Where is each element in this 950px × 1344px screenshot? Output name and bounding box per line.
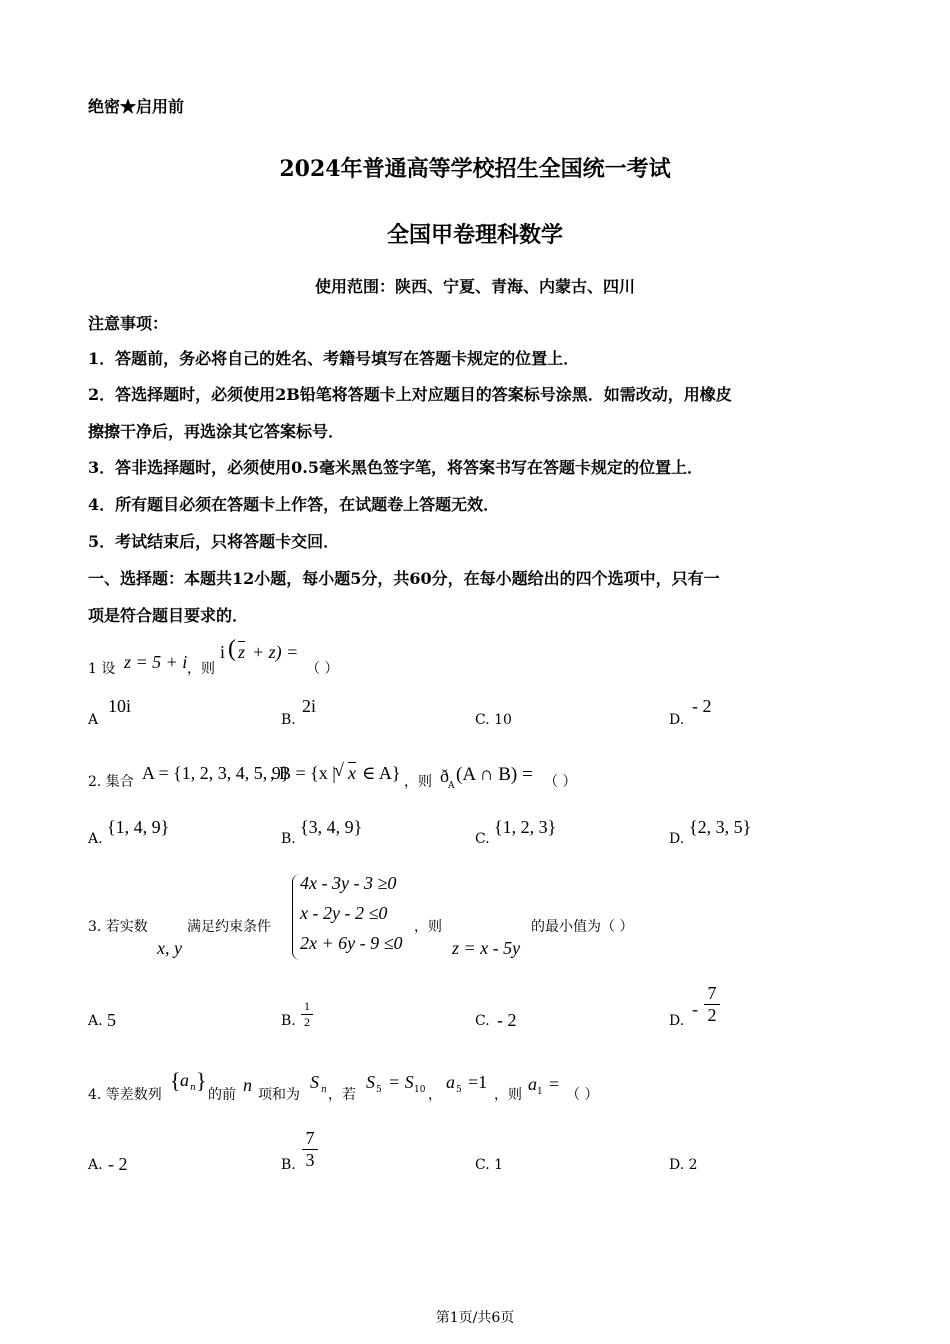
q4-sum-sub: n [321, 1085, 327, 1095]
q4-option-b-fraction [302, 1128, 318, 1171]
q3-ask: 的最小值为（ ） [531, 919, 634, 935]
q2-option-c-label: C. [475, 831, 490, 847]
page-footer: 第1页/共6页 [435, 1310, 515, 1326]
q3-condition-label: 满足约束条件 [187, 919, 271, 935]
note-item: 擦擦干净后，再选涂其它答案标号． [88, 422, 345, 441]
q1-expr-rest: + z) = [252, 642, 299, 662]
notes-heading: 注意事项： [88, 314, 169, 333]
q4-cond2-sub: 5 [456, 1085, 462, 1095]
note-item: 4．所有题目必须在答题卡上作答，在试题卷上答题无效． [88, 495, 500, 514]
q2-answer-paren: （ ） [544, 774, 577, 790]
q2-option-a-label: A. [88, 831, 103, 847]
q3-vars: x, y [157, 938, 182, 958]
section-instructions-cont: 项是符合题目要求的． [88, 606, 249, 625]
q4-then: ，则 [494, 1087, 522, 1103]
q3-option-c-value: - 2 [497, 1010, 517, 1030]
fraction-denominator: 2 [707, 1005, 717, 1025]
q4-ask-sub: 1 [537, 1087, 543, 1097]
q4-cond2-eq: =1 [468, 1072, 488, 1092]
q3-option-a-label: A. [88, 1013, 103, 1029]
sqrt-icon: √ [334, 760, 344, 780]
q2-set-a: A = {1, 2, 3, 4, 5, 9} [142, 763, 290, 783]
q4-cond1: S [366, 1072, 375, 1092]
q2-option-d-value: {2, 3, 5} [689, 817, 752, 837]
q4-option-d: D. 2 [669, 1157, 698, 1173]
q3-option-b-fraction [301, 999, 313, 1030]
q3-stem: 3. 若实数 [88, 919, 148, 935]
q2-stem: 2. 集合 [88, 774, 134, 790]
q2-set-b-start: , B = {x | [270, 763, 336, 783]
q2-complement-sub: A [448, 781, 455, 791]
q4-text-2: 项和为 [258, 1087, 300, 1103]
fraction-numerator: 7 [305, 1128, 315, 1148]
q1-answer-paren: （ ） [306, 661, 339, 677]
q4-cond1-sub: 5 [376, 1085, 382, 1095]
q2-option-a-value: {1, 4, 9} [107, 817, 170, 837]
q4-comma: ， [428, 1087, 442, 1103]
q2-complement: ð [440, 766, 449, 786]
note-item: 5．考试结束后，只将答题卡交回． [88, 532, 340, 551]
q4-option-a-value: - 2 [108, 1154, 128, 1174]
q2-set-b-end: ∈ A} [362, 763, 401, 783]
q3-objective: z = x - 5y [452, 938, 521, 958]
q3-option-d-fraction [704, 983, 720, 1026]
q4-n: n [243, 1075, 252, 1095]
fraction-numerator: 7 [707, 983, 717, 1003]
q3-option-d-label: D. [669, 1013, 685, 1029]
q4-option-b-label: B. [281, 1157, 296, 1173]
fraction-denominator: 3 [305, 1150, 315, 1170]
q4-option-c: C. 1 [475, 1157, 504, 1173]
q4-seq-sub: n [190, 1083, 196, 1093]
q3-option-c-label: C. [475, 1013, 490, 1029]
note-item: 2．答选择题时，必须使用2B铅笔将答题卡上对应题目的答案标号涂黑．如需改动，用橡皮 [88, 385, 732, 404]
q2-option-b-value: {3, 4, 9} [300, 817, 363, 837]
q2-option-b-label: B. [281, 831, 296, 847]
q1-option-d-value: - 2 [692, 696, 712, 716]
q4-text-1: 的前 [208, 1087, 236, 1103]
fraction-numerator: 1 [304, 999, 310, 1013]
q4-seq: a [180, 1070, 189, 1090]
q3-constraint-2: x - 2y - 2 ≤0 [300, 903, 388, 923]
q3-option-a-value: 5 [107, 1010, 116, 1030]
q1-expr-paren: ( [228, 636, 236, 662]
q1-then: ，则 [187, 661, 215, 677]
q1-option-b-label: B. [281, 712, 296, 728]
q2-option-d-label: D. [669, 831, 685, 847]
fraction-denominator: 2 [304, 1015, 310, 1029]
scope-line: 使用范围：陕西、宁夏、青海、内蒙古、四川 [314, 277, 635, 296]
q2-option-c-value: {1, 2, 3} [494, 817, 557, 837]
q4-sum: S [310, 1072, 319, 1092]
q4-text-3: ，若 [328, 1087, 356, 1103]
q4-brace-open: { [170, 1068, 181, 1093]
q4-cond1-sub2: 10 [414, 1085, 426, 1095]
q3-constraint-3: 2x + 6y - 9 ≤0 [300, 933, 403, 953]
q4-answer-paren: （ ） [566, 1087, 599, 1103]
q1-option-a-value: 10i [108, 696, 132, 716]
note-item: 1．答题前，务必将自己的姓名、考籍号填写在答题卡规定的位置上． [88, 349, 580, 368]
q4-cond1-eq: = S [388, 1072, 414, 1092]
q3-constraint-1: 4x - 3y - 3 ≥0 [300, 873, 397, 893]
q1-expr-i: i [220, 642, 226, 662]
q3-option-b-label: B. [281, 1013, 296, 1029]
q1-stem: 1 设 [88, 661, 116, 677]
q2-then: ，则 [404, 774, 432, 790]
note-item: 3．答非选择题时，必须使用0.5毫米黑色签字笔，将答案书写在答题卡规定的位置上． [88, 458, 703, 477]
q3-option-d-sign: - [692, 999, 698, 1019]
exam-title: 2024年普通高等学校招生全国统一考试 [279, 156, 671, 182]
q3-then: ，则 [414, 919, 442, 935]
q1-expr-zbar: $\overline{z}$ [238, 642, 246, 662]
q4-brace-close: } [196, 1068, 207, 1093]
q4-cond2: a [446, 1072, 455, 1092]
q4-option-a-label: A. [88, 1157, 103, 1173]
q4-ask: a [528, 1074, 537, 1094]
q1-condition: z = 5 + i [124, 652, 188, 672]
q2-set-b-x: x [348, 763, 356, 783]
exam-subtitle: 全国甲卷理科数学 [386, 222, 563, 248]
q4-stem: 4. 等差数列 [88, 1087, 162, 1103]
section-instructions: 一、选择题：本题共12小题，每小题5分，共60分，在每小题给出的四个选项中，只有一 [88, 569, 720, 588]
secret-label: 绝密★启用前 [88, 97, 185, 116]
q1-option-b-value: 2i [302, 696, 317, 716]
q1-option-c: C. 10 [475, 712, 512, 728]
q2-expression: (A ∩ B) = [456, 764, 533, 785]
q1-option-a-label: A [88, 712, 99, 728]
q4-ask-eq: = [549, 1074, 560, 1094]
q1-option-d-label: D. [669, 712, 685, 728]
